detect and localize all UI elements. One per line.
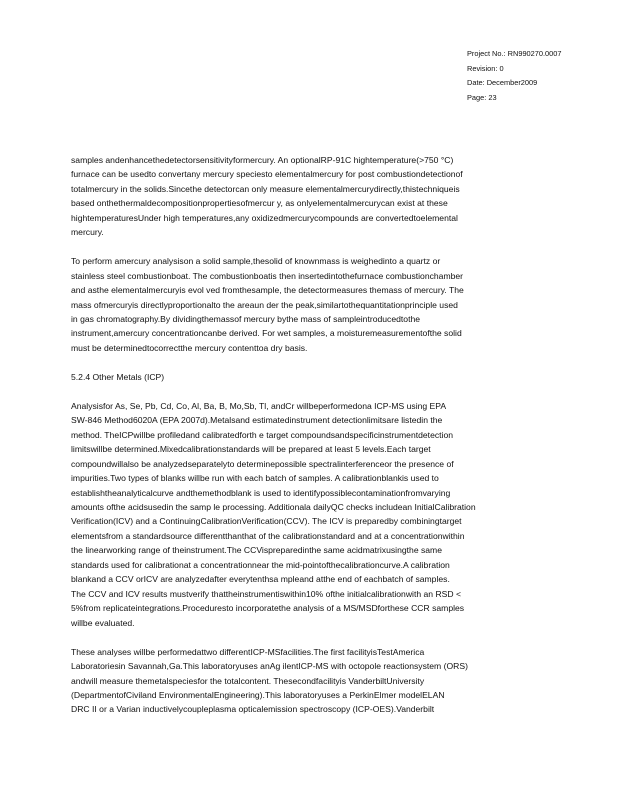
- text-line: DRC II or a Varian inductivelycoupleplasma opticalemission spectroscopy (ICP-OES).Vanderbilt: [71, 704, 435, 715]
- text-line: instrument,amercury concentrationcanbe derived. For wet samples, a moisturemeasurementofthe solid: [71, 328, 462, 339]
- text-line: establishtheanalyticalcurve andthemethodblank is used to identifypossiblecontaminationfromvarying: [71, 487, 451, 498]
- text-line: method. TheICPwillbe profiledand calibratedforth e target compoundsandspecificinstrumentdetection: [71, 429, 454, 440]
- text-line: the linearworking range of theinstrument.The CCVispreparedinthe same acidmatrixusingthe same: [71, 545, 442, 556]
- mercury-analysis-paragraph: [71, 254, 551, 355]
- text-line: The CCV and ICV results mustverify thattheinstrumentiswithin10% ofthe initialcalibrationwith an RSD <: [71, 588, 461, 599]
- facilities-paragraph: [71, 645, 551, 717]
- section-heading: 5.2.4 Other Metals (ICP): [71, 371, 165, 382]
- text-line: elementsfrom a standardsource differentthanthat of the calibrationstandard and at a concentrationwithin: [71, 530, 465, 541]
- text-line: furnace can be usedto convertany mercury speciesto elementalmercury for post combustiondetectionof: [71, 169, 463, 180]
- text-line: (DepartmentofCiviland EnvironmentalEngineering).This laboratoryuses a PerkinElmer modelELAN: [71, 689, 445, 700]
- text-line: To perform amercury analysison a solid sample,thesolid of knownmass is weighedinto a quartz or: [71, 256, 441, 267]
- text-line: These analyses willbe performedattwo differentICP-MSfacilities.The first facilityisTestAmerica: [71, 646, 425, 657]
- icp-ms-paragraph: [71, 399, 551, 630]
- page-number: Page: 23: [467, 92, 497, 102]
- text-line: mass ofmercuryis directlyproportionalto the areaun der the peak,similartothequantitationprinciple used: [71, 299, 458, 310]
- revision: Revision: 0: [467, 63, 504, 73]
- text-line: stainless steel combustionboat. The combustionboatis then insertedintothefurnace combustionchamber: [71, 270, 464, 281]
- text-line: must be determinedtocorrectthe mercury contenttoa dry basis.: [71, 342, 308, 353]
- text-line: Verification(ICV) and a ContinuingCalibrationVerification(CCV). The ICV is preparedby combiningtarget: [71, 516, 462, 527]
- text-line: willbe evaluated.: [71, 617, 135, 628]
- page-header: [467, 47, 562, 105]
- text-line: Analysisfor As, Se, Pb, Cd, Co, Al, Ba, B, Mo,Sb, Tl, andCr willbeperformedona ICP-MS using EPA: [71, 400, 447, 411]
- text-line: impurities.Two types of blanks willbe run with each batch of samples. A calibrationblankis used to: [71, 473, 439, 484]
- text-line: hightemperaturesUnder high temperatures,any oxidizedmercurycompounds are convertedtoelemental: [71, 212, 458, 223]
- text-line: samples andenhancethedetectorsensitivityformercury. An optionalRP-91C hightemperature(>750 °C): [71, 155, 454, 165]
- document-body: [71, 153, 551, 731]
- text-line: and asthe elementalmercuryis evol ved fromthesample, the detectormeasures themass of mercury. The: [71, 285, 464, 296]
- text-line: Laboratoriesin Savannah,Ga.This laboratoryuses anAg ilentICP-MS with octopole reactionsystem (ORS): [71, 661, 468, 672]
- text-line: amounts ofthe acidsusedin the samp le processing. Additionala dailyQC checks includean InitialCalibration: [71, 502, 476, 513]
- text-line: standards used for calibrationat a concentrationnear the mid-pointofthecalibrationcurve.A calibration: [71, 559, 450, 570]
- project-number: Project No.: RN990270.0007: [467, 49, 562, 58]
- text-line: based onthethermaldecompositionpropertiesofmercur y, as onlyelementalmercurycan exist at these: [71, 198, 448, 209]
- text-line: SW-846 Method6020A (EPA 2007d).Metalsand estimatedinstrument detectionlimitsare listedin the: [71, 415, 443, 426]
- mercury-furnace-paragraph: [71, 153, 551, 240]
- date: Date: December2009: [467, 78, 538, 87]
- text-line: 5%from replicateintegrations.Proceduresto incorporatethe analysis of a MS/MSDforthese CCR samples: [71, 603, 465, 614]
- text-line: mercury.: [71, 227, 104, 238]
- text-line: totalmercury in the solids.Sincethe detectorcan only measure elementalmercurydirectly,thistechniqueis: [71, 183, 460, 194]
- text-line: in gas chromatography.By dividingthemassof mercury bythe mass of sampleintroducedtothe: [71, 314, 421, 325]
- text-line: blankand a CCV orICV are analyzedafter everytenthsa mpleand atthe end of eachbatch of samples.: [71, 574, 450, 585]
- text-line: andwill measure themetalspeciesfor the totalcontent. Thesecondfacilityis VanderbiltUniversity: [71, 675, 425, 686]
- text-line: limitswillbe determined.Mixedcalibrationstandards will be prepared at least 5 levels.Each target: [71, 444, 431, 455]
- text-line: compoundwillalso be analyzedseparatelyto determinepossible spectralinterferenceor the presence of: [71, 458, 454, 469]
